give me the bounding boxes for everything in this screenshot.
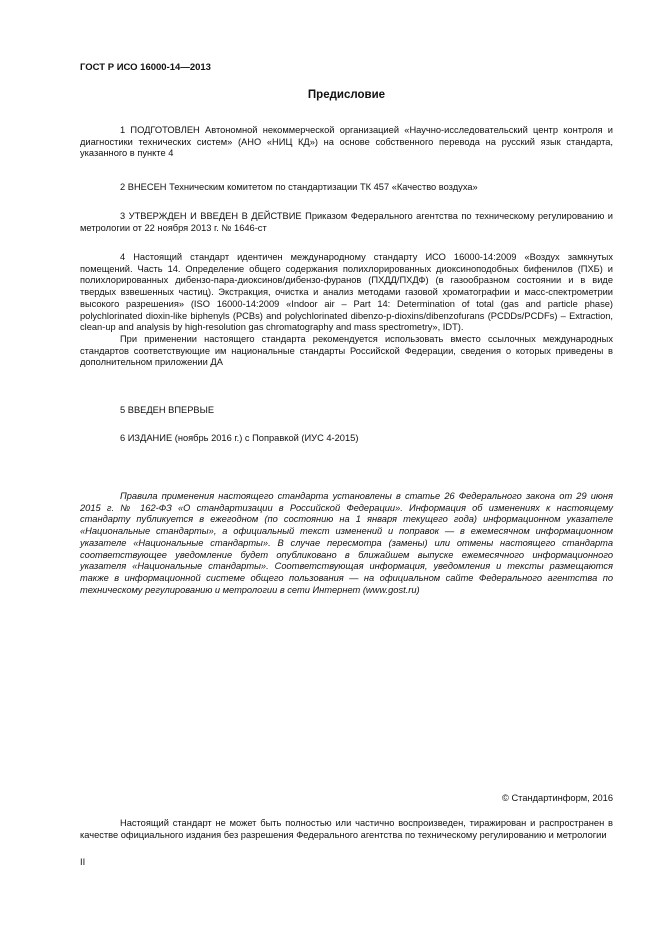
item-3-block	[80, 211, 613, 234]
page-title: Предисловие	[307, 89, 386, 101]
notice-block	[80, 491, 613, 596]
item-1-text: 1 ПОДГОТОВЛЕН Автономной некоммерческой организацией «Научно-исследовательский центр контроля и диагностики технических систем» (АНО «НИЦ КД») на основе собственного перевода на русский язык стандарта, указанного в пункте 4	[80, 125, 613, 159]
item-6-text: 6 ИЗДАНИЕ (ноябрь 2016 г.) с Поправкой (ИУС 4-2015)	[120, 433, 359, 443]
item-2-block	[80, 182, 613, 194]
item-5-block	[80, 405, 613, 417]
item-4-note: При применении настоящего стандарта рекомендуется использовать вместо ссылочных международных стандартов соответствующие им национальные стандарты Российской Федерации, сведения о которых приведены в дополнительном приложении ДА	[80, 333, 613, 368]
item-5-text: 5 ВВЕДЕН ВПЕРВЫЕ	[120, 405, 215, 415]
item-6-block	[80, 433, 613, 445]
item-4-text: 4 Настоящий стандарт идентичен международному стандарту ИСО 16000-14:2009 «Воздух замкнутых помещений. Часть 14. Определение общего содержания полихлорированных диоксиноподобных бифенилов (ПХБ) и полихлорированных дибензо-пара-диоксинов/дибензо-фуранов (ПХДД/ПХДФ) (в газообразном состоянии и в виде твердых взвешенных частиц). Экстракция, очистка и анализ методами газовой хроматографии и масс-спектрометрии высокого разрешения» (ISO 16000-14:2009 «Indoor air – Part 14: Determination of total (gas and particle phase) polychlorinated dioxin-like biphenyls (PCBs) and polychlorinated dibenzo-p-dioxins/dibenzofurans (PCDDs/PCDFs) – Extraction, clean-up and analysis by high-resolution gas chromatography and mass spectrometry», IDT).	[80, 252, 613, 333]
reproduction-block	[80, 818, 613, 841]
item-1-block	[80, 125, 613, 160]
copyright-line: © Стандартинформ, 2016	[502, 793, 613, 803]
page-number: II	[80, 857, 86, 867]
reproduction-text: Настоящий стандарт не может быть полностью или частично воспроизведен, тиражирован и распространен в качестве официального издания без разрешения Федерального агентства по техническому регулированию и метрологии	[80, 818, 613, 840]
document-header: ГОСТ Р ИСО 16000-14—2013	[80, 62, 211, 73]
item-3-text: 3 УТВЕРЖДЕН И ВВЕДЕН В ДЕЙСТВИЕ Приказом Федерального агентства по техническому регулированию и метрологии от 22 ноября 2013 г. № 1646-ст	[80, 211, 613, 233]
item-2-text: 2 ВНЕСЕН Техническим комитетом по стандартизации ТК 457 «Качество воздуха»	[120, 182, 478, 192]
notice-text: Правила применения настоящего стандарта установлены в статье 26 Федерального закона от 29 июня 2015 г. № 162-ФЗ «О стандартизации в Российской Федерации». Информация об изменениях к настоящему стандарту публикуется в ежегодном (по состоянию на 1 января текущего года) информационном указателе «Национальные стандарты», а официальный текст изменений и поправок — в ежемесячном информационном указателе «Национальные стандарты». В случае пересмотра (замены) или отмены настоящего стандарта соответствующее уведомление будет опубликовано в ближайшем выпуске ежемесячного информационного указателя «Национальные стандарты». Соответствующая информация, уведомления и тексты размещаются также в информационной системе общего пользования — на официальном сайте Федерального агентства по техническому регулированию и метрологии в сети Интернет (www.gost.ru)	[80, 491, 613, 595]
item-4-block	[80, 252, 613, 369]
